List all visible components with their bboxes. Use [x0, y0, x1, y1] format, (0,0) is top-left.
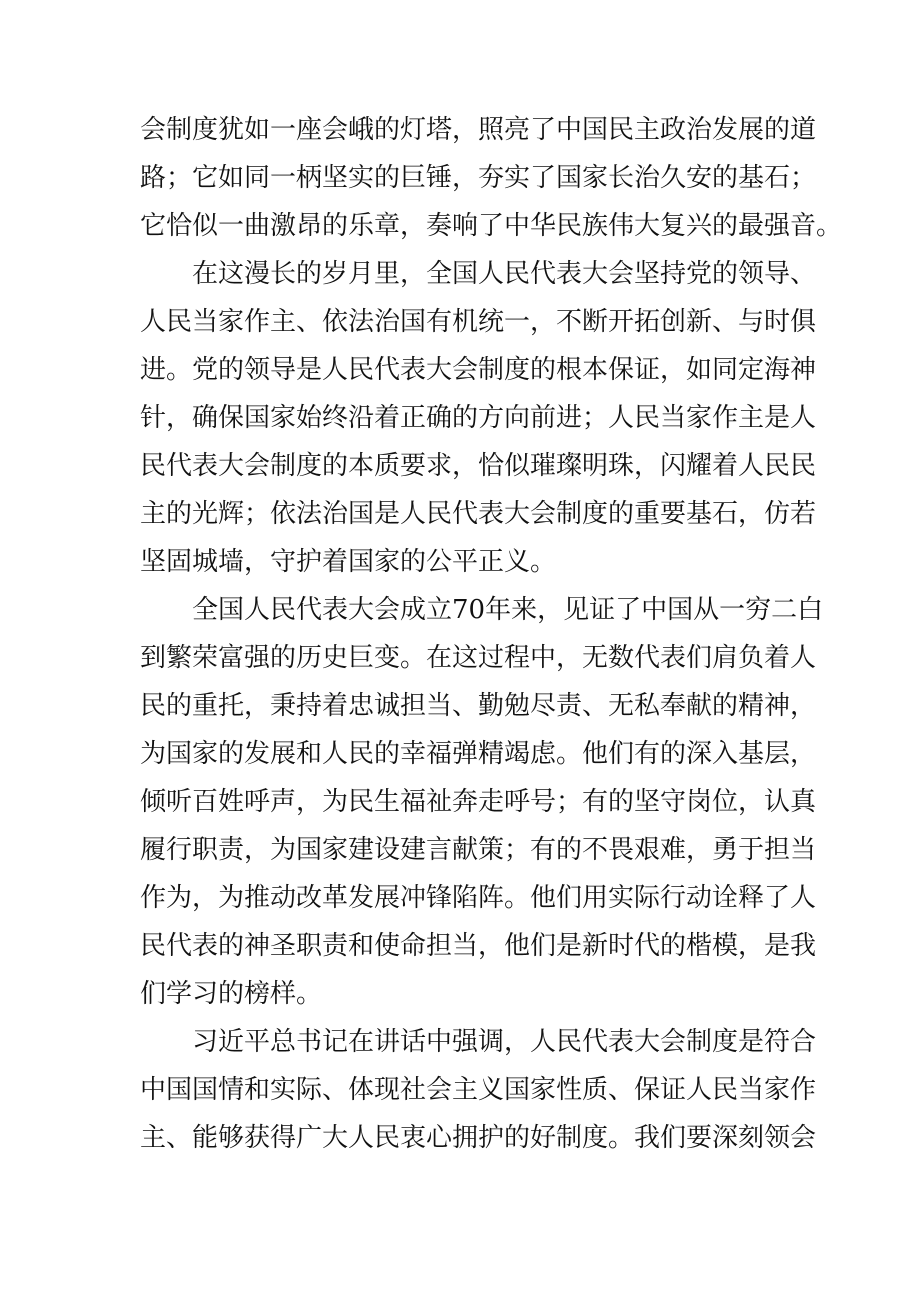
paragraph-line: 民代表大会制度的本质要求，恰似璀璨明珠，闪耀着人民民 — [140, 451, 817, 481]
body-text — [140, 106, 843, 1162]
paragraph-line: 全国人民代表大会成立70年来，见证了中国从一穷二白 — [192, 595, 824, 625]
paragraph-line: 人民当家作主、依法治国有机统一，不断开拓创新、与时俱 — [140, 307, 817, 337]
paragraph-line: 中国国情和实际、体现社会主义国家性质、保证人民当家作 — [140, 1075, 817, 1105]
paragraph-line: 针，确保国家始终沿着正确的方向前进；人民当家作主是人 — [140, 403, 817, 433]
paragraph-line: 主的光辉；依法治国是人民代表大会制度的重要基石，仿若 — [140, 499, 817, 529]
paragraph-line: 坚固城墙，守护着国家的公平正义。 — [140, 547, 557, 577]
paragraph-line: 会制度犹如一座会峨的灯塔，照亮了中国民主政治发展的道 — [140, 115, 817, 145]
paragraph-line: 主、能够获得广大人民衷心拥护的好制度。我们要深刻领会 — [140, 1123, 817, 1153]
paragraph-3 — [140, 586, 824, 1018]
paragraph-line: 习近平总书记在讲话中强调，人民代表大会制度是符合 — [192, 1027, 817, 1057]
paragraph-4 — [140, 1018, 817, 1162]
paragraph-line: 为国家的发展和人民的幸福弹精竭虑。他们有的深入基层， — [140, 739, 817, 769]
paragraph-line: 路；它如同一柄坚实的巨锤，夯实了国家长治久安的基石； — [140, 163, 817, 193]
paragraph-2 — [140, 250, 817, 586]
paragraph-1 — [140, 106, 843, 250]
paragraph-line: 进。党的领导是人民代表大会制度的根本保证，如同定海神 — [140, 355, 817, 385]
paragraph-line: 民代表的神圣职责和使命担当，他们是新时代的楷模，是我 — [140, 931, 817, 961]
paragraph-line: 作为，为推动改革发展冲锋陷阵。他们用实际行动诠释了人 — [140, 883, 817, 913]
paragraph-line: 履行职责，为国家建设建言献策；有的不畏艰难，勇于担当 — [140, 835, 817, 865]
paragraph-line: 们学习的榜样。 — [140, 979, 323, 1009]
paragraph-line: 到繁荣富强的历史巨变。在这过程中，无数代表们肩负着人 — [140, 643, 817, 673]
paragraph-line: 在这漫长的岁月里，全国人民代表大会坚持党的领导、 — [192, 259, 817, 289]
paragraph-line: 倾听百姓呼声，为民生福祉奔走呼号；有的坚守岗位，认真 — [140, 787, 817, 817]
paragraph-line: 它恰似一曲激昂的乐章，奏响了中华民族伟大复兴的最强音。 — [140, 211, 843, 241]
paragraph-line: 民的重托，秉持着忠诚担当、勤勉尽责、无私奉献的精神， — [140, 691, 817, 721]
